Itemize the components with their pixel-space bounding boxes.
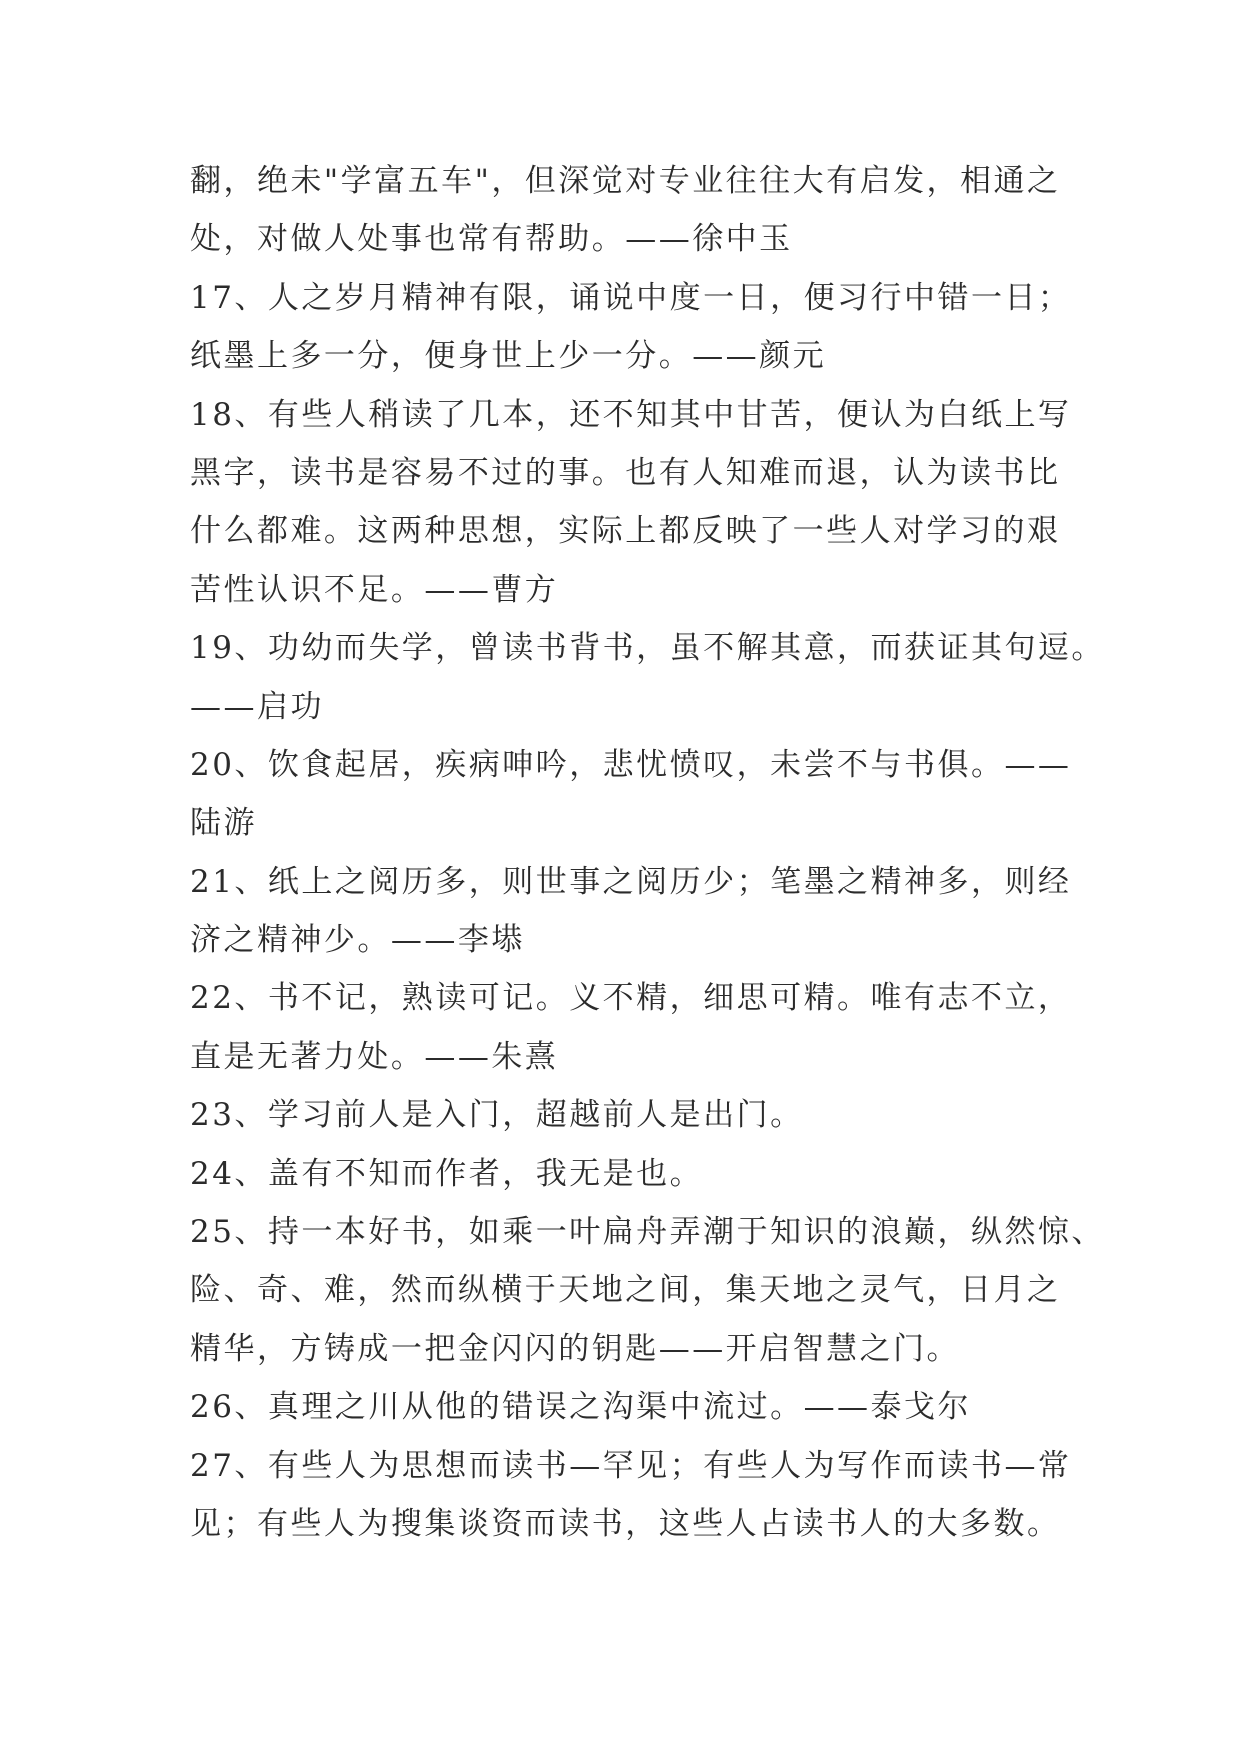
text-line-21: 精华，方铸成一把金闪闪的钥匙——开启智慧之门。	[190, 1330, 961, 1367]
quote-text-block	[190, 152, 1105, 1553]
text-line-18: 24、盖有不知而作者，我无是也。	[190, 1155, 704, 1192]
text-line-13: 21、纸上之阅历多，则世事之阅历少；笔墨之精神多，则经	[190, 863, 1072, 900]
text-line-22: 26、真理之川从他的错误之沟渠中流过。——泰戈尔	[190, 1389, 971, 1426]
text-line-19: 25、持一本好书，如乘一叶扁舟弄潮于知识的浪巅，纵然惊、	[190, 1214, 1105, 1251]
text-line-5: 18、有些人稍读了几本，还不知其中甘苦，便认为白纸上写	[190, 396, 1072, 433]
text-line-17: 23、学习前人是入门，超越前人是出门。	[190, 1097, 804, 1134]
text-line-23: 27、有些人为思想而读书—罕见；有些人为写作而读书—常	[190, 1447, 1072, 1484]
text-line-20: 险、奇、难，然而纵横于天地之间，集天地之灵气，日月之	[190, 1272, 1061, 1309]
text-line-6: 黑字，读书是容易不过的事。也有人知难而退，认为读书比	[190, 454, 1061, 491]
text-line-8: 苦性认识不足。——曹方	[190, 571, 559, 608]
text-line-3: 17、人之岁月精神有限，诵说中度一日，便习行中错一日；	[190, 279, 1072, 316]
text-line-2: 处，对做人处事也常有帮助。——徐中玉	[190, 221, 793, 258]
text-line-9: 19、功幼而失学，曾读书背书，虽不解其意，而获证其句逗。	[190, 630, 1105, 667]
text-line-15: 22、书不记，熟读可记。义不精，细思可精。唯有志不立，	[190, 980, 1072, 1017]
text-line-16: 直是无著力处。——朱熹	[190, 1038, 559, 1075]
text-line-7: 什么都难。这两种思想，实际上都反映了一些人对学习的艰	[190, 513, 1061, 550]
text-line-1: 翻，绝未"学富五车"，但深觉对专业往往大有启发，相通之	[190, 163, 1061, 199]
text-line-14: 济之精神少。——李塨	[190, 922, 525, 959]
text-line-4: 纸墨上多一分，便身世上少一分。——颜元	[190, 338, 827, 375]
text-line-11: 20、饮食起居，疾病呻吟，悲忧愤叹，未尝不与书俱。——	[190, 746, 1072, 783]
text-line-12: 陆游	[190, 805, 257, 842]
text-line-10: ——启功	[190, 688, 324, 725]
text-line-24: 见；有些人为搜集谈资而读书，这些人占读书人的大多数。	[190, 1505, 1061, 1542]
